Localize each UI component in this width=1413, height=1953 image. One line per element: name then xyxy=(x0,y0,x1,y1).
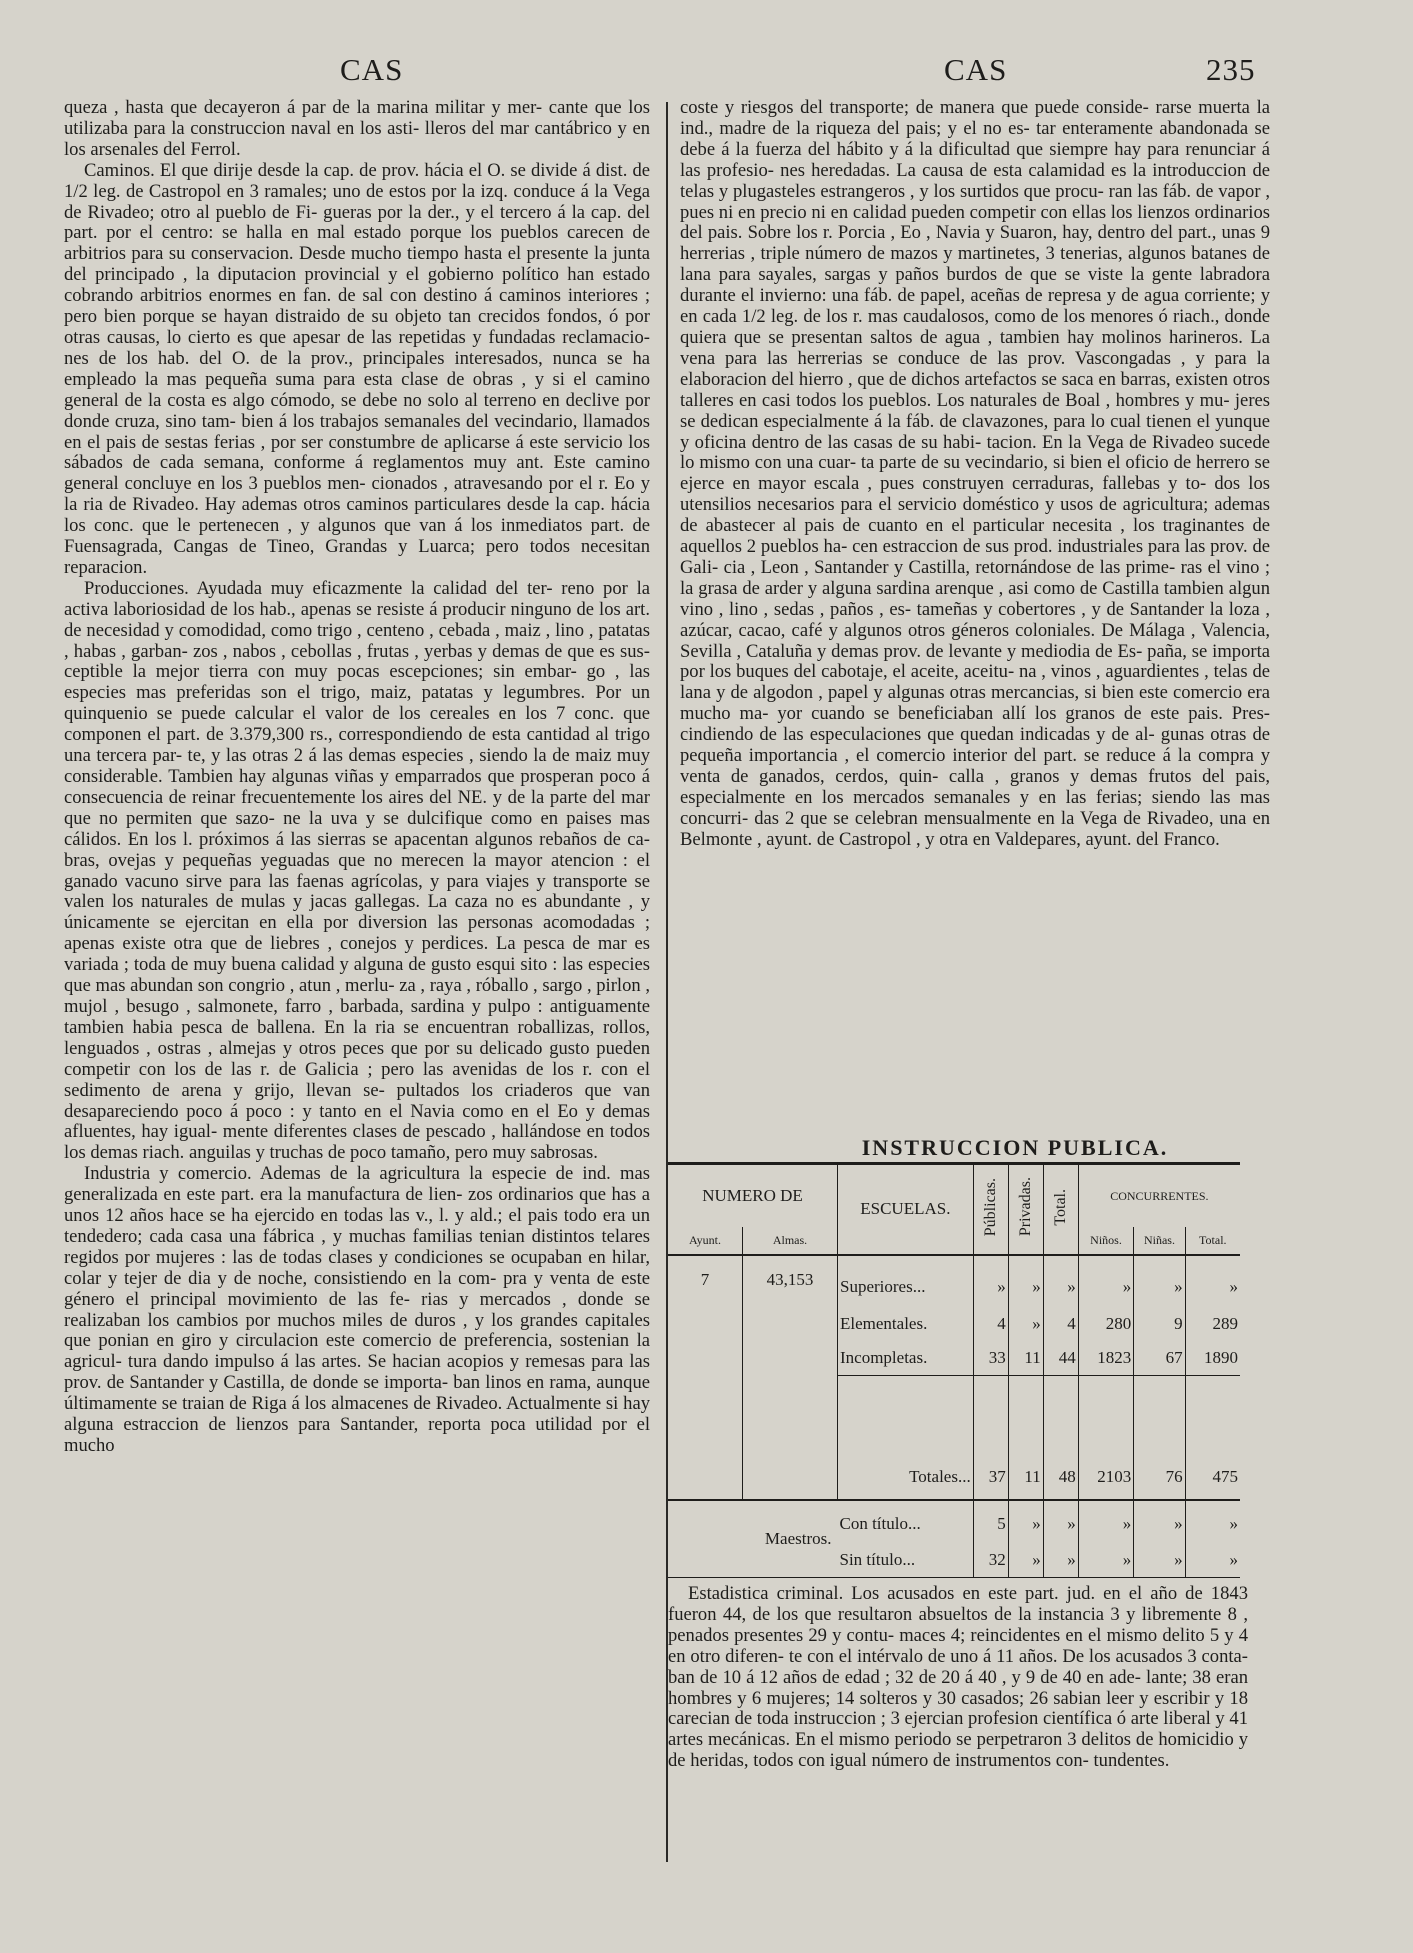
running-header-left: CAS xyxy=(340,52,404,87)
cell: » xyxy=(1134,1543,1185,1578)
row-label: Totales... xyxy=(838,1375,974,1500)
cell: 475 xyxy=(1212,1466,1238,1486)
header-publicas: Públicas. xyxy=(981,1177,999,1236)
cell: » xyxy=(1008,1307,1043,1341)
cell: 33 xyxy=(973,1341,1008,1376)
header-privadas: Privadas. xyxy=(1016,1177,1034,1237)
table-row xyxy=(668,1255,1240,1307)
cell: » xyxy=(1043,1500,1078,1543)
cell: 9 xyxy=(1134,1307,1185,1341)
cell: » xyxy=(1229,1514,1238,1534)
paragraph-intro: queza , hasta que decayeron á par de la marina militar y mer- cante que los utilizaba para la construccion naval en los asti- lleros del mar cantábrico y en los arsenales del Ferrol. xyxy=(64,97,650,160)
table-row xyxy=(668,1500,1240,1543)
criminal-statistics xyxy=(668,1584,1248,1772)
cell: 44 xyxy=(1043,1341,1078,1376)
cell: » xyxy=(1008,1543,1043,1578)
cell: 48 xyxy=(1043,1375,1078,1500)
cell: 1823 xyxy=(1078,1341,1134,1376)
cell: 67 xyxy=(1134,1341,1185,1376)
cell: 11 xyxy=(1008,1341,1043,1376)
cell: 5 xyxy=(973,1500,1008,1543)
paragraph-industria: Industria y comercio. Ademas de la agricultura la especie de ind. mas generalizada en este part. era la manufactura de lien- zos ordinarios que has a unos 12 años hace se ha ejercido en todas las v., l. y ald.; el pais todo era un tendedero; cada casa una fábrica , y muchas familias tenian distintos telares regidos por mujeres : las de todas clases y condiciones se ocupaban en hilar, colar y tejer de dia y de noche, consistiendo en la com- pra y venta de este género el principal movimiento de las fe- rias y mercados , donde se realizaban los cambios por muchos miles de duros , y los grandes capitales que ponian en giro y circulacion este comercio de preferencia, sostenian la agricul- tura dando impulso á las artes. Se hacian acopios y remesas para las prov. de Santander y Castilla, de donde se importa- ban linos en rama, aunque últimamente se traian de Riga á los almacenes de Rivadeo. Actualmente si hay alguna estraccion de lienzos para Santander, reporta poca utilidad por el mucho xyxy=(64,1163,650,1456)
cell: 11 xyxy=(1008,1375,1043,1500)
left-column xyxy=(64,98,650,1457)
running-header-right: CAS xyxy=(944,52,1008,87)
cell: » xyxy=(1078,1500,1134,1543)
almas-value: 43,153 xyxy=(743,1255,838,1500)
cell: » xyxy=(1043,1255,1078,1307)
ayunt-value: 7 xyxy=(668,1255,743,1500)
cell: » xyxy=(1078,1255,1134,1307)
cell: 4 xyxy=(973,1307,1008,1341)
header-total-concurrentes: Total. xyxy=(1199,1232,1227,1247)
row-label: Sin título... xyxy=(838,1543,974,1578)
row-label: Incompletas. xyxy=(838,1341,974,1376)
row-label: Elementales. xyxy=(838,1307,974,1341)
paragraph-caminos: Caminos. El que dirije desde la cap. de prov. hácia el O. se divide á dist. de 1/2 leg. de Castropol en 3 ramales; uno de estos por la izq. conduce á la Vega de Rivadeo; otro al pueblo de Fi- gueras por la der., y el tercero á la cap. del part. por el centro: se halla en mal estado porque los pueblos carecen de arbitrios para su conservacion. Desde mucho tiempo hasta el presente la junta del principado , la diputacion provincial y el gobierno político han estado cobrando arbitrios enormes en fan. de sal con destino á caminos interiores ; pero bien porque se hayan distraido de su objeto tan crecidos fondos, ó por otras causas, lo cierto es que apesar de las repetidas y fundadas reclamacio- nes de los hab. del O. de la prov., principales interesados, nunca se ha empleado la mas pequeña suma para esta clase de obras , y si el camino general de la costa es algo cómodo, se debe no solo al terreno en declive por donde cruza, sino tam- bien á los trabajos semanales del vecindario, llamados en el pais de sestas ferias , por ser constumbre de aplicarse á este servicio los sábados de cada semana, conforme á reglamentos muy ant. Este camino general concluye en los 3 pueblos men- cionados , atravesando por el r. Eo y la ria de Rivadeo. Hay ademas otros caminos particulares desde la cap. hácia los conc. que le pertenecen , y algunos que van á los inmediatos part. de Fuensagrada, Cangas de Tineo, Grandas y Luarca; pero todos necesitan reparacion. xyxy=(64,159,650,578)
cell: 289 xyxy=(1212,1313,1238,1333)
paragraph-industria-cont: coste y riesgos del transporte; de manera que puede conside- rarse muerta la ind., madre de la riqueza del pais; y el no es- tar enteramente abandonada se debe á la fuerza del hábito y á la dificultad que siempre hay para renunciar á las profesio- nes heredadas. La causa de esta calamidad es la introduccion de telas y plugasteles estrangeros , y los surtidos que procu- ran las fáb. de vapor , pues ni en precio ni en calidad pueden competir con ellas los lienzos ordinarios del pais. Sobre los r. Porcia , Eo , Navia y Suaron, hay, dentro del part., unas 9 herrerias , triple número de mazos y martinetes, 3 tenerias, algunos batanes de lana para sayales, sargas y paños burdos de que se viste la gente labradora durante el invierno: una fáb. de papel, aceñas de represa y de agua corriente; y en cada 1/2 leg. de los r. mas caudalosos, como de los menores ó riach., donde quiera que se presentan saltos de agua , tambien hay molinos harineros. La vena para las herrerias se conduce de las prov. Vascongadas , y para la elaboracion del hierro , que de dichos artefactos se saca en barras, existen otros talleres en casi todos los pueblos. Los naturales de Boal , hombres y mu- jeres se dedican especialmente á la fáb. de clavazones, para lo cual tienen el yunque y oficina dentro de las casas de su habi- tacion. En la Vega de Rivadeo sucede lo mismo con una cuar- ta parte de su vecindario, si bien el oficio de herrero se ejerce en mayor escala , pues construyen cerraduras, fallebas y to- dos los utensilios necesarios para el servicio doméstico y usos de agricultura; ademas de abastecer al pais de cuanto en el particular necesita , los traginantes de aquellos 2 pueblos ha- cen estraccion de sus prod. industriales para las prov. de Gali- cia , Leon , Santander y Castilla, retornándose de las prime- ras el vino ; la grasa de arder y alguna sardina arenque , asi como de Castilla tambien algun vino , lino , sedas , paños , es- tameñas y cobertores , y de Santander la loza , azúcar, cacao, café y algunos otros géneros coloniales. De Málaga , Valencia, Sevilla , Cataluña y demas prov. de levante y mediodia de Es- paña, se importa por los buques del cabotaje, el aceite, aceitu- na , vinos , aguardientes , telas de lana y de algodon , papel y algunas otras mercancias, si bien este comercio era mucho ma- yor cuando se beneficiaban allí los granos de este pais. Pres- cindiendo de las especulaciones que quedan indicadas y de al- gunas otras de pequeña importancia , el comercio interior del part. se reduce á la compra y venta de ganados, cerdos, quin- calla , granos y demas frutos del pais, especialmente en los mercados semanales y en las ferias; siendo las mas concurri- das 2 que se celebran mensualmente en la Vega de Rivadeo, una en Belmonte , ayunt. de Castropol , y otra en Valdepares, ayunt. del Franco. xyxy=(680,97,1270,850)
maestros-label: Maestros. xyxy=(764,1528,832,1548)
header-ayunt: Ayunt. xyxy=(668,1227,743,1255)
section-title-instruccion: INSTRUCCION PUBLICA. xyxy=(861,1135,1169,1160)
instruccion-table xyxy=(668,1162,1240,1578)
right-column xyxy=(680,98,1270,851)
cell: » xyxy=(973,1255,1008,1307)
cell: 4 xyxy=(1043,1307,1078,1341)
cell: » xyxy=(1229,1276,1238,1296)
cell: » xyxy=(1078,1543,1134,1578)
cell: » xyxy=(1008,1255,1043,1307)
header-almas: Almas. xyxy=(743,1227,838,1255)
header-numero-de: NUMERO DE xyxy=(668,1164,838,1228)
cell: » xyxy=(1008,1500,1043,1543)
cell: 1890 xyxy=(1185,1341,1240,1376)
paragraph-estadistica-criminal: Estadistica criminal. Los acusados en este part. jud. en el año de 1843 fueron 44, de los que resultaron absueltos de la instancia 3 y libremente 8 , penados presentes 29 y contu- maces 4; reincidentes en el mismo delito 5 y 4 en otro diferen- te con el intérvalo de uno á 11 años. De los acusados 3 conta- ban de 10 á 12 años de edad ; 32 de 20 á 40 , y 9 de 40 en ade- lante; 38 eran hombres y 6 mujeres; 14 solteros y 30 casados; 26 sabian leer y escribir y 18 carecian de toda instruccion ; 3 ejercian profesion científica ó arte liberal y 41 artes mecánicas. En el mismo periodo se perpetraron 3 delitos de homicidio y de heridas, todos con igual número de instrumentos con- tundentes. xyxy=(668,1583,1248,1772)
cell: » xyxy=(1134,1255,1185,1307)
header-concurrentes: CONCURRENTES. xyxy=(1110,1188,1209,1203)
paragraph-producciones: Producciones. Ayudada muy eficazmente la calidad del ter- reno por la activa laboriosidad de los hab., apenas se resiste á producir ninguno de los art. de necesidad y comodidad, como trigo , centeno , cebada , maiz , lino , patatas , habas , garban- zos , nabos , cebollas , frutas , yerbas y demas de que es sus- ceptible la mejor tierra con muy pocas escepciones; sin embar- go , las especies mas preferidas son el trigo, maiz, patatas y legumbres. Por un quinquenio se puede calcular el valor de los cereales en los 7 conc. que componen el part. de 3.379,300 rs., correspondiendo de esta cantidad al trigo una tercera par- te, y las otras 2 á las demas especies , siendo la de maiz muy considerable. Tambien hay algunas viñas y emparrados que prosperan poco á consecuencia de reinar frecuentemente los aires del NE. y de la parte del mar que no permiten que sazo- ne la uva y se dulcifique como en paises mas cálidos. En los l. próximos á las sierras se apacentan algunos rebaños de ca- bras, ovejas y pequeñas yeguadas que no merecen la mayor atencion : el ganado vacuno sirve para las faenas agrícolas, y para viajes y transporte se valen los naturales de mulas y jacas gallegas. La caza no es abundante , y únicamente se ejercitan en ella por diversion las personas acomodadas ; apenas existe otra que de liebres , conejos y perdices. La pesca de mar es variada ; toda de muy buena calidad y alguna de gusto esqui sito : las especies que mas abundan son congrio , atun , merlu- za , raya , róballo , sargo , pirlon , mujol , besugo , salmonete, farro , barbada, sardina y pulpo : antiguamente tambien habia pesca de ballena. En la ria se encuentran roballizas, rollos, lenguados , ostras , almejas y otros peces que por su delicado gusto pueden competir con los de las r. de Galicia ; pero las avenidas de los r. con el sedimento de arena y grijo, llevan se- pultados los criaderos que van desapareciendo poco á poco : y tanto en el Navia como en el Eo y demas afluentes, hay igual- mente diferentes clases de pescado , hallándose en todos los demas riach. anguilas y truchas de poco tamaño, pero muy sabrosas. xyxy=(64,577,650,1164)
cell: 32 xyxy=(973,1543,1008,1578)
cell: » xyxy=(1229,1549,1238,1569)
header-ninos: Niños. xyxy=(1078,1227,1134,1255)
row-label: Superiores... xyxy=(838,1255,974,1307)
cell: 76 xyxy=(1134,1375,1185,1500)
cell: » xyxy=(1043,1543,1078,1578)
cell: 37 xyxy=(973,1375,1008,1500)
page-number: 235 xyxy=(1206,52,1256,87)
row-label: Con título... xyxy=(838,1500,974,1543)
cell: » xyxy=(1134,1500,1185,1543)
cell: 280 xyxy=(1078,1307,1134,1341)
header-escuelas: ESCUELAS. xyxy=(838,1164,974,1255)
header-ninas: Niñas. xyxy=(1134,1227,1185,1255)
header-total: Total. xyxy=(1051,1188,1069,1226)
cell: 2103 xyxy=(1078,1375,1134,1500)
